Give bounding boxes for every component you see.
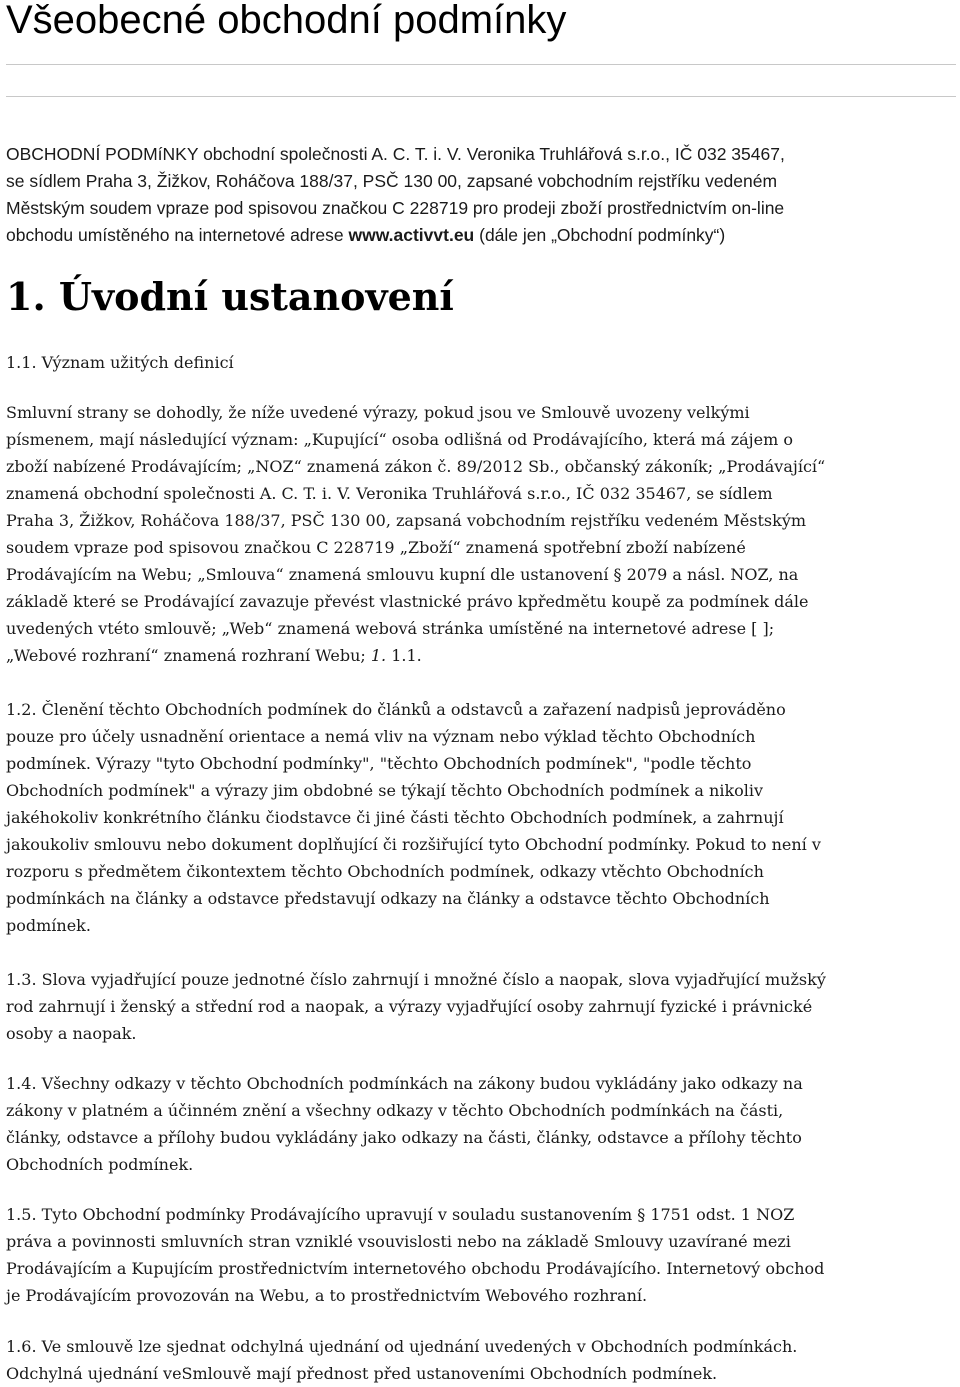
intro-paragraph xyxy=(6,141,956,249)
paragraph-line: Odchylná ujednání veSmlouvě mají přednost před ustanoveními Obchodních podmínek. xyxy=(6,1364,718,1383)
subsection-heading xyxy=(6,349,956,376)
paragraph-line: 1.5. Tyto Obchodní podmínky Prodávajícího upravují v souladu sustanovením § 1751 odst. 1 NOZ xyxy=(6,1205,795,1224)
paragraph-line: práva a povinnosti smluvních stran vzniklé vsouvislosti nebo na základě Smlouvy uzavírané mezi xyxy=(6,1232,791,1251)
intro-line-last xyxy=(6,222,956,249)
paragraph-line: články, odstavce a přílohy budou vykládány jako odkazy na části, články, odstavce a přílohy těchto xyxy=(6,1128,802,1147)
paragraph-1-6 xyxy=(6,1333,956,1387)
paragraph-line: rozporu s předmětem čikontextem těchto Obchodních podmínek, odkazy vtěchto Obchodních xyxy=(6,862,764,881)
paragraph-line: Praha 3, Žižkov, Roháčova 188/37, PSČ 130 00, zapsaná vobchodním rejstříku vedeném Městským xyxy=(6,511,807,530)
paragraph-line: Prodávajícím a Kupujícím prostřednictvím internetového obchodu Prodávajícího. Internetový obchod xyxy=(6,1259,825,1278)
paragraph-text: 1.1. xyxy=(386,646,422,665)
definitions-paragraph xyxy=(6,399,956,669)
paragraph-italic: 1. xyxy=(370,646,387,665)
paragraph-line: znamená obchodní společnosti A. C. T. i. V. Veronika Truhlářová s.r.o., IČ 032 35467, se sídlem xyxy=(6,484,773,503)
divider-top xyxy=(6,64,956,65)
page-title: Všeobecné obchodní podmínky xyxy=(6,0,567,42)
paragraph-line: Obchodních podmínek. xyxy=(6,1155,194,1174)
paragraph-1-2 xyxy=(6,696,956,939)
intro-line: Městským soudem vpraze pod spisovou značkou C 228719 pro prodeji zboží prostřednictvím on-line xyxy=(6,198,785,218)
paragraph-line: pouze pro účely usnadnění orientace a nemá vliv na význam nebo výklad těchto Obchodních xyxy=(6,727,756,746)
paragraph-line: soudem vpraze pod spisovou značkou C 228719 „Zboží“ znamená spotřební zboží nabízené xyxy=(6,538,746,557)
paragraph-line: Obchodních podmínek" a výrazy jim obdobné se týkají těchto Obchodních podmínek a nikoliv xyxy=(6,781,764,800)
paragraph-line: podmínek. Výrazy "tyto Obchodní podmínky", "těchto Obchodních podmínek", "podle těchto xyxy=(6,754,752,773)
subsection-title: 1.1. Význam užitých definicí xyxy=(6,353,234,372)
paragraph-line: rod zahrnují i ženský a střední rod a naopak, a výrazy vyjadřující osoby zahrnují fyzické i právnické xyxy=(6,997,813,1016)
paragraph-1-5 xyxy=(6,1201,956,1309)
paragraph-line: písmenem, mají následující význam: „Kupující“ osoba odlišná od Prodávajícího, která má zájem o xyxy=(6,430,793,449)
intro-text: obchodu umístěného na internetové adrese xyxy=(6,225,349,245)
paragraph-1-3 xyxy=(6,966,956,1047)
paragraph-line: jakéhokoliv konkrétního článku čiodstavce či jiné části těchto Obchodních podmínek, a zahrnují xyxy=(6,808,784,827)
paragraph-line: zboží nabízené Prodávajícím; „NOZ“ znamená zákon č. 89/2012 Sb., občanský zákoník; „Prodávající“ xyxy=(6,457,826,476)
section-heading: 1. Úvodní ustanovení xyxy=(6,274,454,319)
paragraph-line: uvedených vtéto smlouvě; „Web“ znamená webová stránka umístěné na internetové adrese [ ]; xyxy=(6,619,775,638)
paragraph-line: Smluvní strany se dohodly, že níže uvedené výrazy, pokud jsou ve Smlouvě uvozeny velkými xyxy=(6,403,750,422)
divider-bottom xyxy=(6,96,956,97)
paragraph-line: jakoukoliv smlouvu nebo dokument doplňující či rozšiřující tyto Obchodní podmínky. Pokud to není v xyxy=(6,835,821,854)
paragraph-line: 1.6. Ve smlouvě lze sjednat odchylná ujednání od ujednání uvedených v Obchodních podmínkách. xyxy=(6,1337,798,1356)
website-url: www.activvt.eu xyxy=(348,225,475,245)
paragraph-line: zákony v platném a účinném znění a všechny odkazy v těchto Obchodních podmínkách na části, xyxy=(6,1101,784,1120)
paragraph-line: Prodávajícím na Webu; „Smlouva“ znamená smlouvu kupní dle ustanovení § 2079 a násl. NOZ, na xyxy=(6,565,799,584)
paragraph-line: 1.2. Členění těchto Obchodních podmínek do článků a odstavců a zařazení nadpisů jeprováděno xyxy=(6,700,786,719)
paragraph-line: osoby a naopak. xyxy=(6,1024,137,1043)
paragraph-line: 1.3. Slova vyjadřující pouze jednotné číslo zahrnují i množné číslo a naopak, slova vyjadřující mužský xyxy=(6,970,826,989)
paragraph-line-last xyxy=(6,642,956,669)
paragraph-line: základě které se Prodávající zavazuje převést vlastnické právo kpředmětu koupě za podmínek dále xyxy=(6,592,809,611)
paragraph-line: je Prodávajícím provozován na Webu, a to prostřednictvím Webového rozhraní. xyxy=(6,1286,648,1305)
paragraph-text: „Webové rozhraní“ znamená rozhraní Webu; xyxy=(6,646,371,665)
intro-text: (dále jen „Obchodní podmínky“) xyxy=(474,225,726,245)
paragraph-line: 1.4. Všechny odkazy v těchto Obchodních podmínkách na zákony budou vykládány jako odkazy na xyxy=(6,1074,803,1093)
intro-line: se sídlem Praha 3, Žižkov, Roháčova 188/37, PSČ 130 00, zapsané vobchodním rejstříku vedeném xyxy=(6,171,778,191)
paragraph-line: podmínkách na články a odstavce představují odkazy na články a odstavce těchto Obchodních xyxy=(6,889,770,908)
paragraph-1-4 xyxy=(6,1070,956,1178)
paragraph-line: podmínek. xyxy=(6,916,91,935)
intro-line: OBCHODNÍ PODMíNKY obchodní společnosti A. C. T. i. V. Veronika Truhlářová s.r.o., IČ 032 35467, xyxy=(6,144,785,164)
